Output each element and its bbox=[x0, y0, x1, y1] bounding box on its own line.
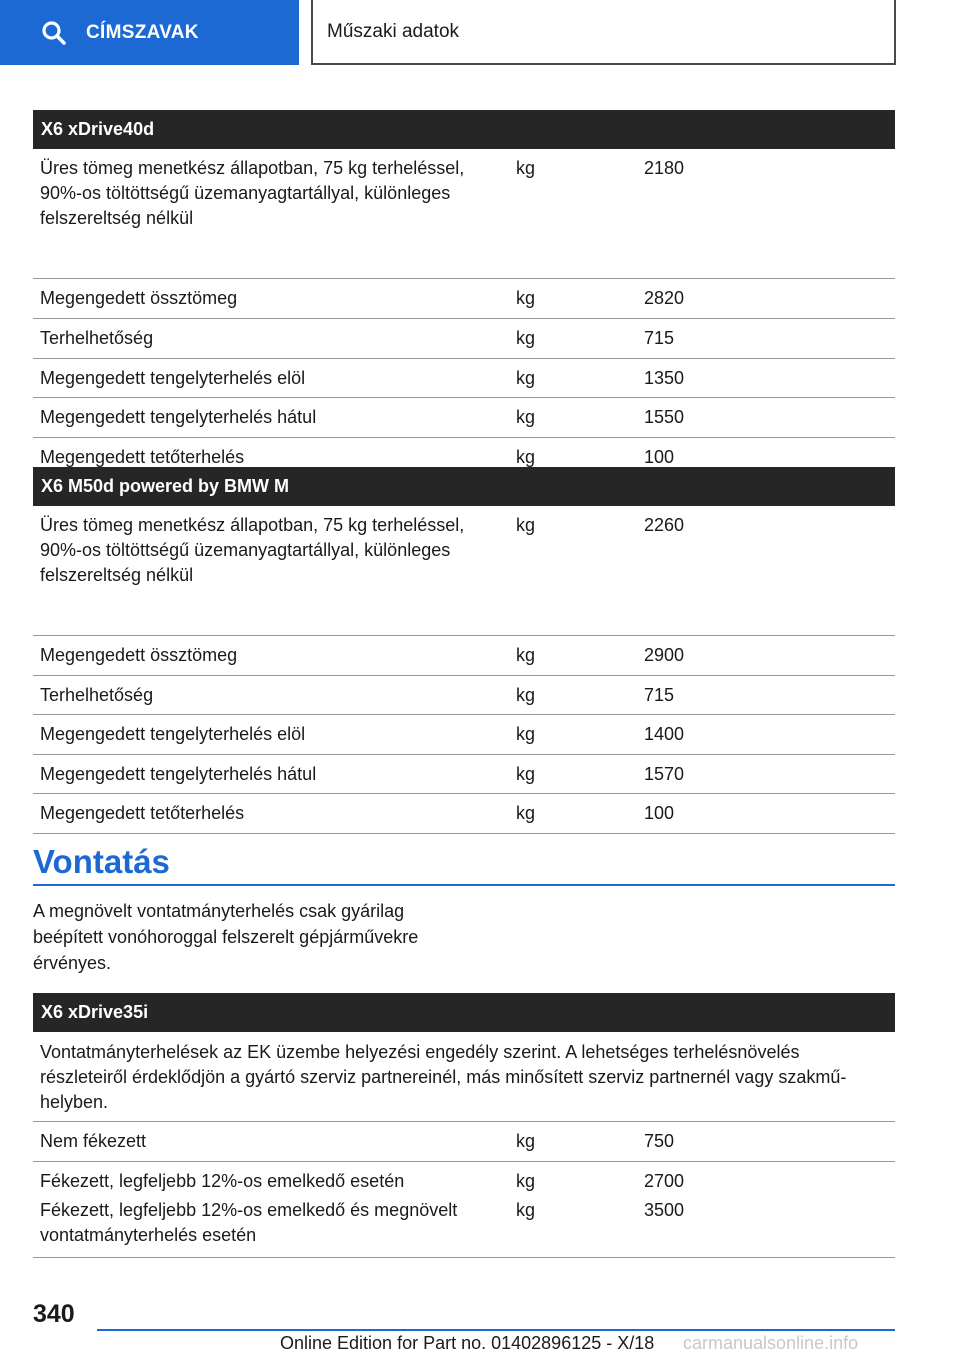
row-value: 2820 bbox=[644, 288, 685, 308]
table-row bbox=[33, 676, 895, 715]
row-unit: kg bbox=[516, 803, 536, 823]
row-unit: kg bbox=[516, 407, 536, 427]
section-paragraph: A megnövelt vontatmányterhelés csak gyárilag beépített vonóhoroggal felszerelt gépjárművekre érvényes. bbox=[33, 901, 419, 973]
row-value: 100 bbox=[644, 803, 675, 823]
row-label: Megengedett össztömeg bbox=[40, 645, 238, 665]
row-value: 1550 bbox=[644, 407, 685, 427]
row-label: Nem fékezett bbox=[40, 1131, 147, 1151]
row-unit: kg bbox=[516, 515, 536, 535]
table-row bbox=[33, 1162, 895, 1194]
table-row bbox=[33, 279, 895, 319]
row-label: Megengedett tengelyterhelés elöl bbox=[40, 368, 306, 388]
section-breadcrumb-label: Műszaki adatok bbox=[327, 20, 460, 42]
row-unit: kg bbox=[516, 645, 536, 665]
row-unit: kg bbox=[516, 1200, 536, 1220]
row-value: 750 bbox=[644, 1131, 675, 1151]
table-row bbox=[33, 359, 895, 398]
row-value: 1570 bbox=[644, 764, 685, 784]
row-value: 100 bbox=[644, 447, 675, 467]
footer-edition: Online Edition for Part no. 01402896125 - X/18 bbox=[280, 1333, 655, 1353]
row-unit: kg bbox=[516, 368, 536, 388]
table-row bbox=[33, 794, 895, 834]
table-note-row bbox=[33, 1032, 895, 1122]
row-value: 2180 bbox=[644, 158, 685, 178]
row-label: Megengedett tetőterhelés bbox=[40, 803, 245, 823]
table-title: X6 M50d powered by BMW M bbox=[33, 467, 895, 506]
table-row bbox=[33, 755, 895, 794]
section-breadcrumb bbox=[311, 0, 896, 65]
search-keywords-label: CÍMSZAVAK bbox=[86, 21, 199, 43]
towing-table-xdrive35i bbox=[33, 993, 895, 1258]
row-unit: kg bbox=[516, 1171, 536, 1191]
row-unit: kg bbox=[516, 288, 536, 308]
table-row bbox=[33, 1122, 895, 1162]
row-unit: kg bbox=[516, 724, 536, 744]
row-label: Terhelhetőség bbox=[40, 685, 154, 705]
row-label: Üres tömeg menetkész állapotban, 75 kg terheléssel, 90%-os töltöttségű üzemanyagtartállyal, különleges felszereltség nélkül bbox=[40, 158, 465, 228]
footer-divider bbox=[97, 1329, 895, 1331]
row-value: 715 bbox=[644, 328, 675, 348]
table-title: X6 xDrive40d bbox=[33, 110, 895, 149]
row-label: Megengedett tengelyterhelés elöl bbox=[40, 724, 306, 744]
row-unit: kg bbox=[516, 328, 536, 348]
table-row bbox=[33, 636, 895, 676]
row-label: Megengedett össztömeg bbox=[40, 288, 238, 308]
row-value: 2900 bbox=[644, 645, 685, 665]
row-unit: kg bbox=[516, 685, 536, 705]
row-value: 1400 bbox=[644, 724, 685, 744]
table-row bbox=[33, 1194, 895, 1258]
row-unit: kg bbox=[516, 447, 536, 467]
spec-table-xdrive40d bbox=[33, 110, 895, 477]
table-row bbox=[33, 398, 895, 438]
table-row bbox=[33, 149, 895, 279]
spec-table-m50d bbox=[33, 467, 895, 834]
row-value: 2260 bbox=[644, 515, 685, 535]
search-keywords-button[interactable] bbox=[0, 0, 299, 65]
row-value: 2700 bbox=[644, 1171, 685, 1191]
row-value: 715 bbox=[644, 685, 675, 705]
row-unit: kg bbox=[516, 764, 536, 784]
row-label: Üres tömeg menetkész állapotban, 75 kg terheléssel, 90%-os töltöttségű üzemanyagtartállyal, különleges felszereltség nélkül bbox=[40, 515, 465, 585]
row-value: 3500 bbox=[644, 1200, 685, 1220]
row-label: Megengedett tetőterhelés bbox=[40, 447, 245, 467]
section-heading: Vontatás bbox=[33, 842, 895, 886]
row-label: Fékezett, legfeljebb 12%-os emelkedő esetén bbox=[40, 1171, 405, 1191]
table-note: Vontatmányterhelések az EK üzembe helyezési engedély szerint. A lehetséges terhelésnövelés részleteiről érdeklődjön a gyártó szerviz partnereinél, más minősített szerviz partnernél vagy szakműhelyben. bbox=[40, 1042, 847, 1112]
table-row bbox=[33, 319, 895, 359]
row-label: Megengedett tengelyterhelés hátul bbox=[40, 764, 317, 784]
row-unit: kg bbox=[516, 158, 536, 178]
row-label: Fékezett, legfeljebb 12%-os emelkedő és megnövelt vontatmányterhelés esetén bbox=[40, 1200, 458, 1245]
page-number: 340 bbox=[33, 1300, 75, 1328]
watermark: carmanualsonline.info bbox=[683, 1333, 859, 1353]
table-row bbox=[33, 506, 895, 636]
row-unit: kg bbox=[516, 1131, 536, 1151]
table-row bbox=[33, 715, 895, 755]
search-icon bbox=[40, 19, 68, 47]
row-value: 1350 bbox=[644, 368, 685, 388]
row-label: Terhelhetőség bbox=[40, 328, 154, 348]
row-label: Megengedett tengelyterhelés hátul bbox=[40, 407, 317, 427]
table-title: X6 xDrive35i bbox=[33, 993, 895, 1032]
